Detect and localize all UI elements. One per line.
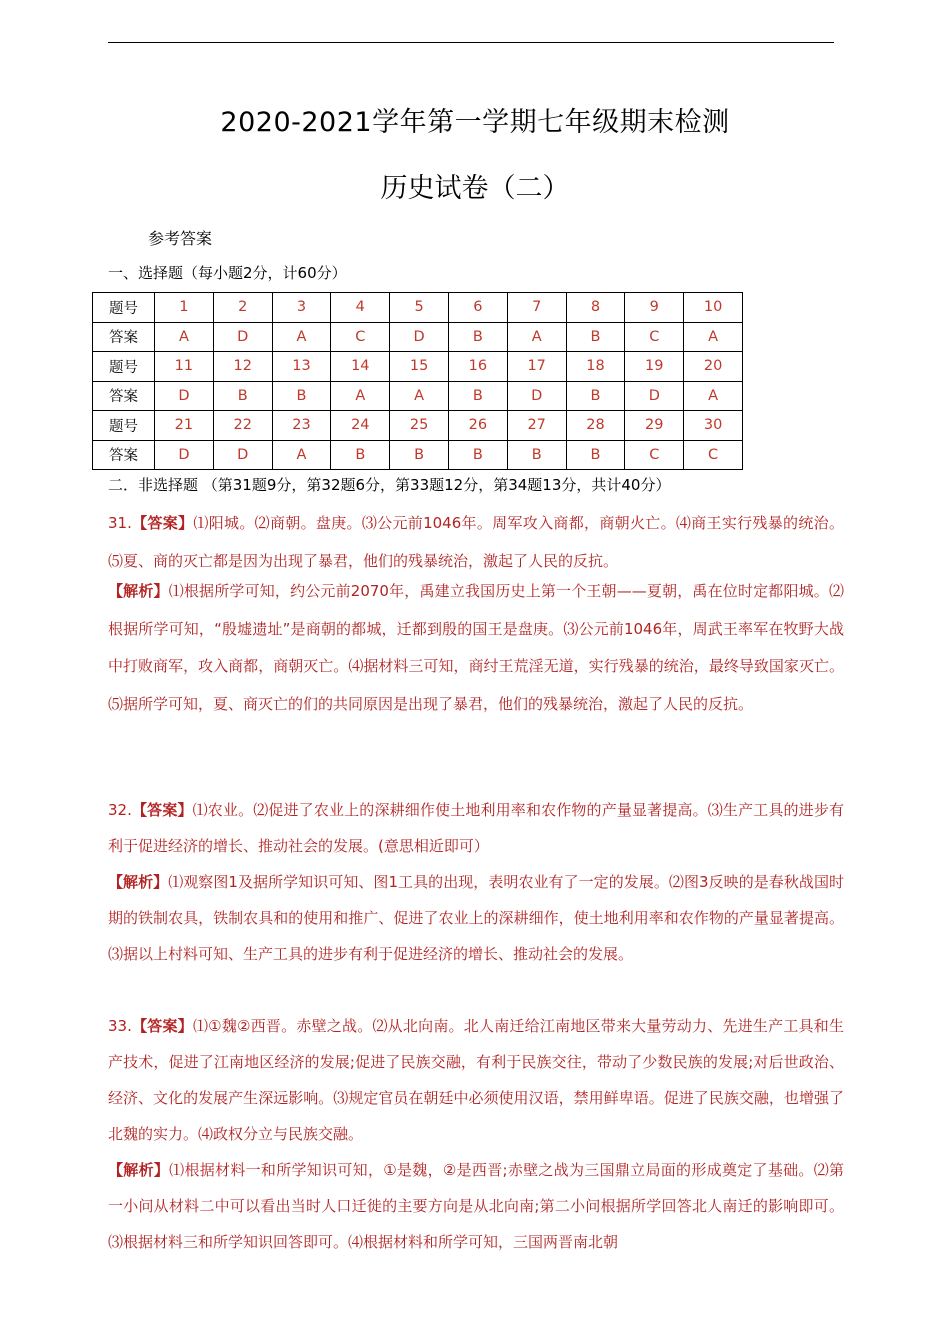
answer-cell: C xyxy=(625,322,684,352)
answer-cell: B xyxy=(566,381,625,411)
q33-answer xyxy=(108,1008,844,1152)
question-number-cell: 3 xyxy=(272,293,331,323)
question-number-cell: 24 xyxy=(331,411,390,441)
section1-heading: 一、选择题（每小题2分，计60分） xyxy=(108,264,347,282)
answer-cell: B xyxy=(448,440,507,470)
question-number-cell: 22 xyxy=(213,411,272,441)
answer-cell: B xyxy=(448,381,507,411)
q32-answer-label: 【答案】 xyxy=(131,801,193,819)
answer-table xyxy=(92,292,743,470)
q32-answer xyxy=(108,792,844,864)
q33-answer-label: 【答案】 xyxy=(131,1017,193,1035)
answer-cell: C xyxy=(331,322,390,352)
question-number-cell: 18 xyxy=(566,352,625,382)
answer-cell: A xyxy=(507,322,566,352)
question-number-cell: 12 xyxy=(213,352,272,382)
q32-analysis-text: ⑴观察图1及据所学知识可知、图1工具的出现，表明农业有了一定的发展。⑵图3反映的是春秋战国时期的铁制农具，铁制农具和的使用和推广、促进了农业上的深耕细作，使土地利用率和农作物的产量显著提高。⑶据以上村料可知、生产工具的进步有利于促进经济的增长、推动社会的发展。 xyxy=(108,873,844,963)
answer-cell: B xyxy=(448,322,507,352)
section2-heading: 二．非选择题 （第31题9分，第32题6分，第33题12分，第34题13分，共计40分） xyxy=(108,476,671,494)
answer-row xyxy=(93,322,743,352)
question-number-cell: 4 xyxy=(331,293,390,323)
answer-cell: D xyxy=(155,381,214,411)
question-number-cell: 20 xyxy=(684,352,743,382)
question-number-cell: 14 xyxy=(331,352,390,382)
row-label-number: 题号 xyxy=(93,411,155,441)
q31-analysis-label: 【解析】 xyxy=(108,582,169,600)
question-number-cell: 19 xyxy=(625,352,684,382)
question-number-cell: 1 xyxy=(155,293,214,323)
answer-cell: C xyxy=(684,440,743,470)
answer-cell: D xyxy=(213,440,272,470)
answer-cell: A xyxy=(272,440,331,470)
answer-cell: B xyxy=(507,440,566,470)
question-number-row xyxy=(93,352,743,382)
header-rule xyxy=(108,42,834,43)
question-number-cell: 25 xyxy=(390,411,449,441)
q33-analysis-text: ⑴根据材料一和所学知识可知，①是魏，②是西晋;赤壁之战为三国鼎立局面的形成奠定了基础。⑵第一小问从材料二中可以看出当时人口迁徙的主要方向是从北向南;第二小问根据所学回答北人南迁的影响即可。⑶根据材料三和所学知识回答即可。⑷根据材料和所学可知，三国两晋南北朝 xyxy=(108,1161,844,1251)
question-number-cell: 21 xyxy=(155,411,214,441)
answer-cell: D xyxy=(213,322,272,352)
q31-answer-text: ⑴阳城。⑵商朝。盘庚。⑶公元前1046年。周军攻入商都，商朝火亡。⑷商王实行残暴的统治。⑸夏、商的灭亡都是因为出现了暴君，他们的残暴统治，激起了人民的反抗。 xyxy=(108,514,844,570)
question-number-row xyxy=(93,293,743,323)
answer-cell: D xyxy=(507,381,566,411)
question-number-cell: 5 xyxy=(390,293,449,323)
q31-answer-label: 【答案】 xyxy=(131,514,194,532)
reference-label: 参考答案 xyxy=(148,229,213,248)
question-number-cell: 13 xyxy=(272,352,331,382)
exam-subtitle: 历史试卷（二） xyxy=(380,173,570,204)
q32-answer-text: ⑴农业。⑵促进了农业上的深耕细作使土地利用率和农作物的产量显著提高。⑶生产工具的进步有利于促进经济的增长、推动社会的发展。(意思相近即可） xyxy=(108,801,844,855)
answer-cell: A xyxy=(331,381,390,411)
question-number-cell: 8 xyxy=(566,293,625,323)
q33-answer-text: ⑴①魏②西晋。赤壁之战。⑵从北向南。北人南迁给江南地区带来大量劳动力、先进生产工具和生产技术，促进了江南地区经济的发展;促进了民族交融，有利于民族交往，带动了少数民族的发展;对后世政治、经济、文化的发展产生深远影响。⑶规定官员在朝廷中必须使用汉语，禁用鲜卑语。促进了民族交融，也增强了北魏的实力。⑷政权分立与民族交融。 xyxy=(108,1017,844,1143)
question-number-cell: 27 xyxy=(507,411,566,441)
answer-cell: A xyxy=(272,322,331,352)
question-number-cell: 30 xyxy=(684,411,743,441)
answer-cell: C xyxy=(625,440,684,470)
answer-cell: A xyxy=(684,381,743,411)
question-number-cell: 10 xyxy=(684,293,743,323)
answer-cell: A xyxy=(390,381,449,411)
question-number-cell: 2 xyxy=(213,293,272,323)
question-number-cell: 7 xyxy=(507,293,566,323)
question-number-row xyxy=(93,411,743,441)
answer-cell: B xyxy=(213,381,272,411)
q31-prefix: 31. xyxy=(108,514,132,532)
answer-cell: B xyxy=(272,381,331,411)
answer-cell: D xyxy=(390,322,449,352)
answer-cell: A xyxy=(684,322,743,352)
question-number-cell: 29 xyxy=(625,411,684,441)
question-number-cell: 28 xyxy=(566,411,625,441)
q33-analysis-label: 【解析】 xyxy=(108,1161,170,1179)
row-label-answer: 答案 xyxy=(93,322,155,352)
row-label-answer: 答案 xyxy=(93,440,155,470)
answer-cell: D xyxy=(625,381,684,411)
answer-cell: B xyxy=(331,440,390,470)
question-number-cell: 9 xyxy=(625,293,684,323)
question-number-cell: 15 xyxy=(390,352,449,382)
row-label-answer: 答案 xyxy=(93,381,155,411)
answer-row xyxy=(93,381,743,411)
answer-cell: B xyxy=(566,440,625,470)
q31-answer xyxy=(108,505,844,580)
question-number-cell: 6 xyxy=(448,293,507,323)
row-label-number: 题号 xyxy=(93,352,155,382)
q32-analysis-label: 【解析】 xyxy=(108,873,169,891)
answer-cell: B xyxy=(566,322,625,352)
question-number-cell: 23 xyxy=(272,411,331,441)
q32-prefix: 32. xyxy=(108,801,132,819)
q31-analysis-text: ⑴根据所学可知，约公元前2070年，禹建立我国历史上第一个王朝——夏朝，禹在位时定都阳城。⑵根据所学可知，“殷墟遗址”是商朝的都城，迁都到殷的国王是盘庚。⑶公元前1046年，周武王率军在牧野大战中打败商军，攻入商都，商朝灭亡。⑷据材料三可知，商纣王荒淫无道，实行残暴的统治，最终导致国家灭亡。⑸据所学可知，夏、商灭亡的们的共同原因是出现了暴君，他们的残暴统治，激起了人民的反抗。 xyxy=(108,582,844,713)
answer-cell: A xyxy=(155,322,214,352)
answer-cell: D xyxy=(155,440,214,470)
question-number-cell: 16 xyxy=(448,352,507,382)
answer-cell: B xyxy=(390,440,449,470)
question-number-cell: 17 xyxy=(507,352,566,382)
q31-analysis xyxy=(108,573,844,723)
row-label-number: 题号 xyxy=(93,293,155,323)
question-number-cell: 11 xyxy=(155,352,214,382)
q33-prefix: 33. xyxy=(108,1017,132,1035)
question-number-cell: 26 xyxy=(448,411,507,441)
exam-title: 2020-2021学年第一学期七年级期末检测 xyxy=(220,107,730,138)
q33-analysis xyxy=(108,1152,844,1260)
q32-analysis xyxy=(108,864,844,972)
answer-row xyxy=(93,440,743,470)
